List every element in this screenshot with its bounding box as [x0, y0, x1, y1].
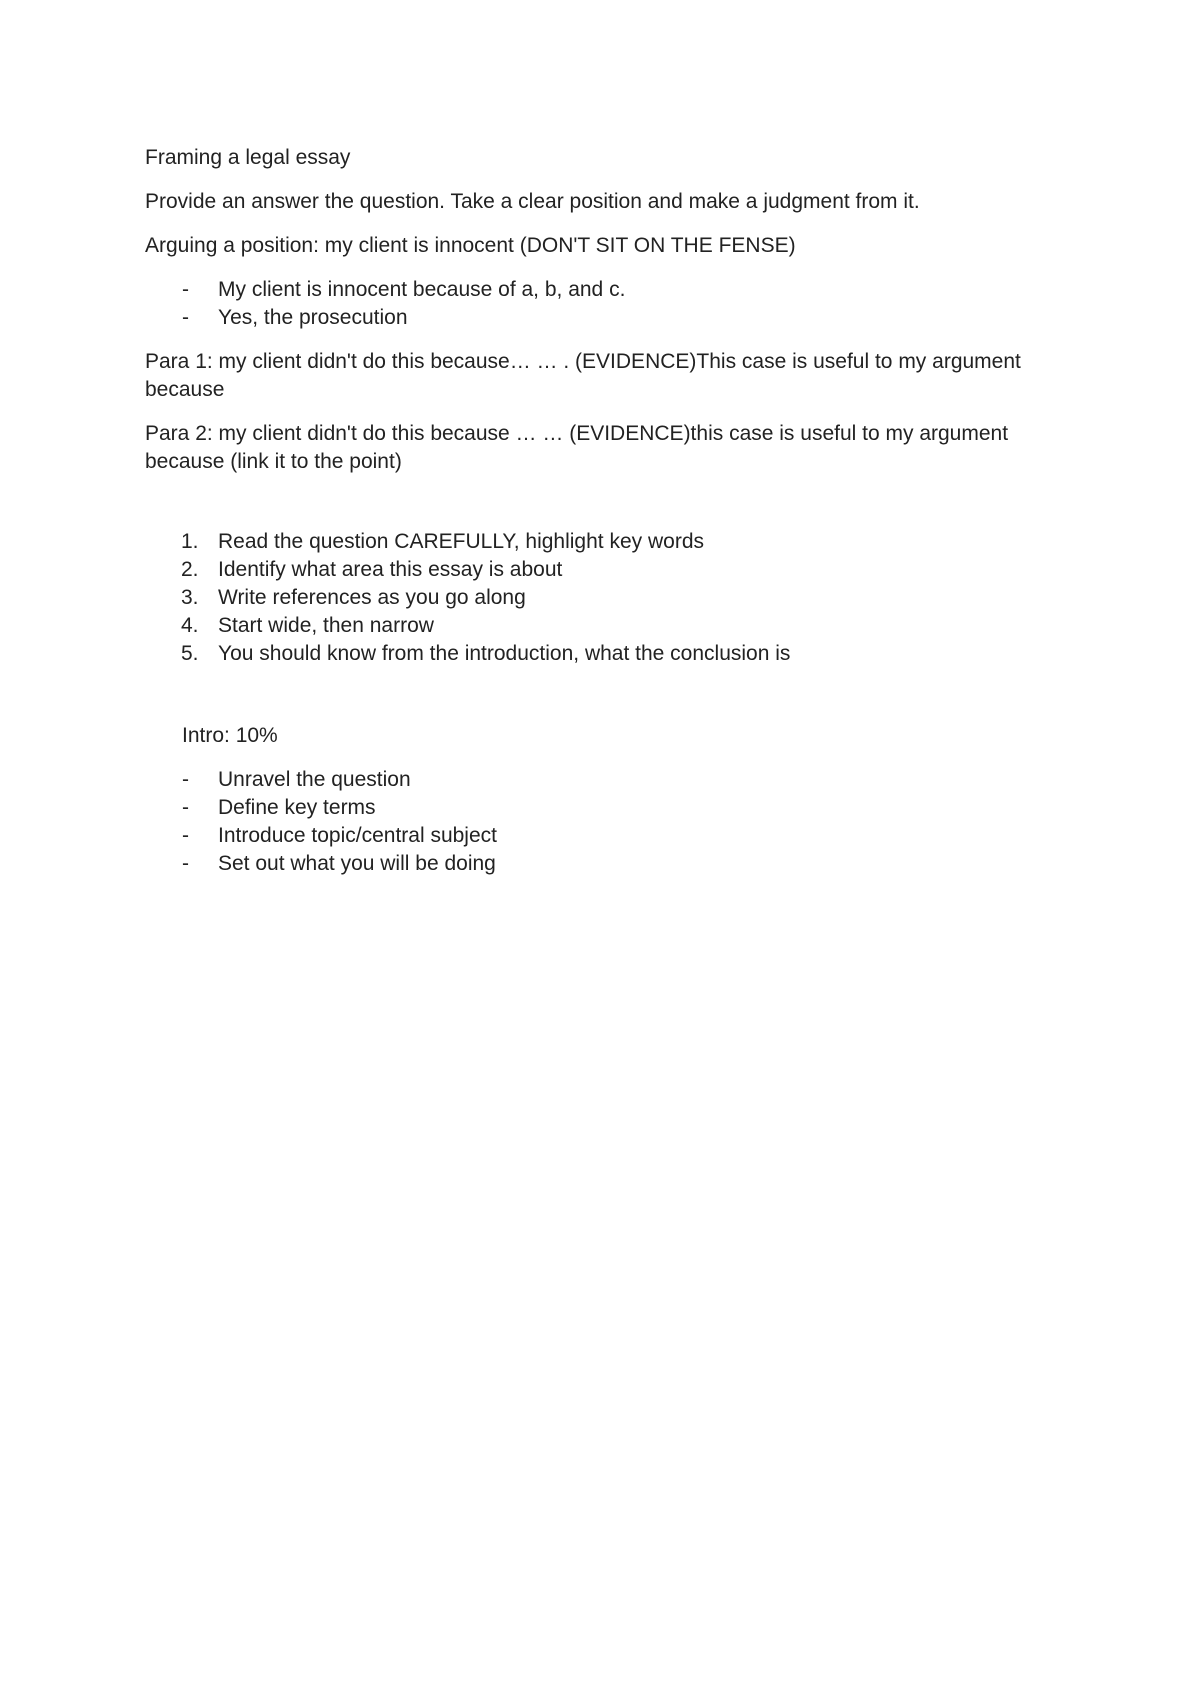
spacer — [145, 476, 1065, 528]
steps-list — [145, 528, 1065, 668]
list-item-text: Define key terms — [218, 796, 376, 819]
para-2: Para 2: my client didn't do this because … … (EVIDENCE)this case is useful to my argument because (link it to the point) — [145, 422, 1009, 473]
list-item-text: Identify what area this essay is about — [218, 558, 563, 581]
bullet-marker: - — [182, 768, 189, 791]
step-number: 5. — [181, 642, 199, 665]
position-points-list — [145, 276, 1065, 332]
list-item — [145, 794, 1065, 822]
list-item — [145, 556, 1065, 584]
bullet-marker: - — [182, 278, 189, 301]
list-item-text: My client is innocent because of a, b, and c. — [218, 278, 626, 301]
list-item — [145, 640, 1065, 668]
document-page — [145, 144, 1065, 878]
step-number: 4. — [181, 614, 199, 637]
list-item — [145, 766, 1065, 794]
intro-line: Provide an answer the question. Take a clear position and make a judgment from it. — [145, 190, 920, 213]
bullet-marker: - — [182, 796, 189, 819]
spacer — [145, 668, 1065, 722]
list-item-text: You should know from the introduction, what the conclusion is — [218, 642, 791, 665]
position-line: Arguing a position: my client is innocent (DON'T SIT ON THE FENSE) — [145, 234, 796, 257]
intro-points-list — [145, 766, 1065, 878]
list-item — [145, 528, 1065, 556]
list-item-text: Introduce topic/central subject — [218, 824, 497, 847]
list-item-text: Read the question CAREFULLY, highlight key words — [218, 530, 704, 553]
step-number: 1. — [181, 530, 199, 553]
bullet-marker: - — [182, 824, 189, 847]
list-item — [145, 276, 1065, 304]
intro-heading: Intro: 10% — [182, 724, 278, 747]
bullet-marker: - — [182, 852, 189, 875]
para-1: Para 1: my client didn't do this because… … . (EVIDENCE)This case is useful to my argument because — [145, 350, 1021, 401]
document-title: Framing a legal essay — [145, 146, 351, 169]
step-number: 3. — [181, 586, 199, 609]
list-item-text: Set out what you will be doing — [218, 852, 496, 875]
list-item — [145, 850, 1065, 878]
list-item — [145, 612, 1065, 640]
list-item-text: Unravel the question — [218, 768, 411, 791]
list-item-text: Yes, the prosecution — [218, 306, 408, 329]
list-item — [145, 822, 1065, 850]
step-number: 2. — [181, 558, 199, 581]
list-item-text: Start wide, then narrow — [218, 614, 434, 637]
list-item — [145, 584, 1065, 612]
list-item-text: Write references as you go along — [218, 586, 526, 609]
bullet-marker: - — [182, 306, 189, 329]
list-item — [145, 304, 1065, 332]
